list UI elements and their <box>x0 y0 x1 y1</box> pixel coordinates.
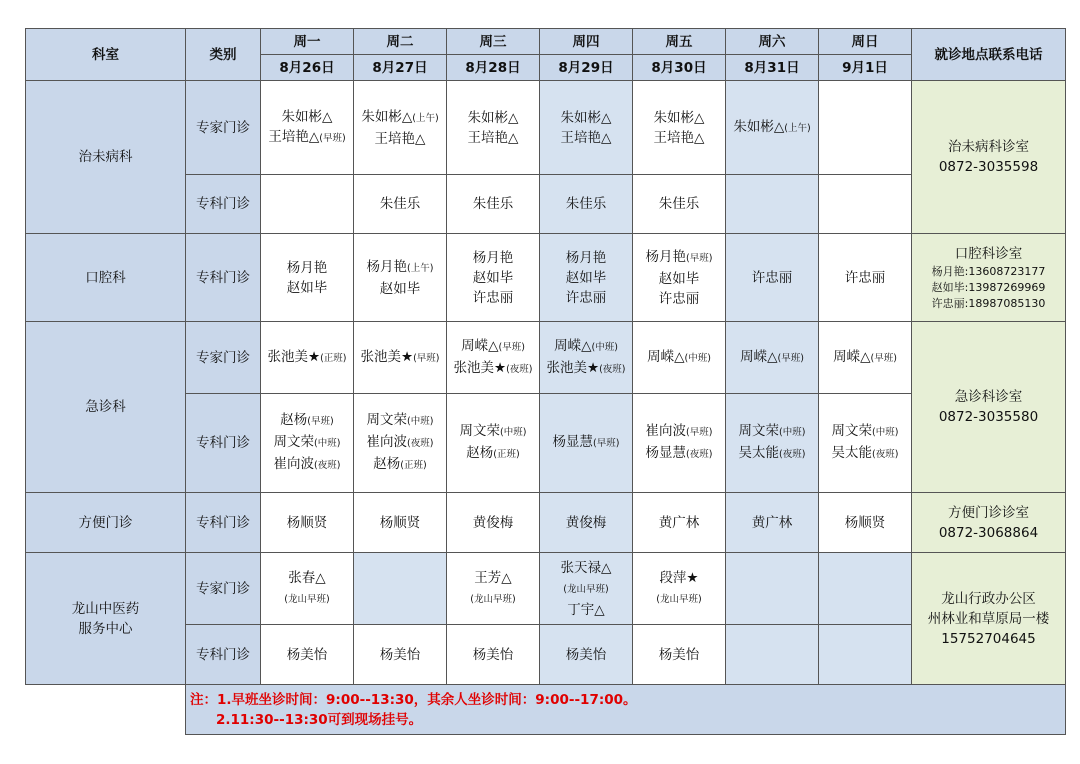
shift-tag: (中班) <box>591 341 618 353</box>
category-cell: 专家门诊 <box>186 322 261 394</box>
doctor-line <box>726 268 818 288</box>
doctor-line <box>261 432 353 454</box>
doctor-name: 杨月艳 <box>366 258 408 275</box>
doctor-line <box>261 568 353 588</box>
header-date-3: 8月28日 <box>447 55 540 81</box>
doctor-name: 许忠丽 <box>751 269 793 286</box>
shift-tag: (龙山早班) <box>284 593 330 605</box>
doctor-line <box>354 129 446 149</box>
doctor-name: 赵如毕 <box>379 280 421 297</box>
doctor-name: 张池美★ <box>453 359 507 376</box>
doctor-line <box>447 568 539 588</box>
doctor-name: 朱如彬△ <box>281 108 333 125</box>
doctor-line <box>633 108 725 128</box>
contact-cell <box>912 553 1066 685</box>
doctor-line <box>354 107 446 129</box>
schedule-cell <box>726 175 819 234</box>
contact-location: 方便门诊诊室 <box>948 504 1029 521</box>
schedule-cell <box>540 553 633 625</box>
schedule-cell <box>354 394 447 493</box>
doctor-line <box>633 421 725 443</box>
header-date-7: 9月1日 <box>819 55 912 81</box>
header-date-2: 8月27日 <box>354 55 447 81</box>
doctor-name: 张池美★ <box>360 348 414 365</box>
doctor-name: 杨月艳 <box>565 249 607 266</box>
dept-jizhen: 急诊科 <box>26 322 186 493</box>
doctor-name: 崔向波 <box>645 423 687 439</box>
doctor-name: 吴太能 <box>831 445 873 461</box>
doctor-name: 朱如彬△ <box>733 118 785 135</box>
doctor-name: 周文荣 <box>459 423 501 439</box>
contact-location: 急诊科诊室 <box>954 389 1023 405</box>
doctor-name: 朱如彬△ <box>653 109 705 126</box>
doctor-name: 杨显慧 <box>645 445 687 461</box>
doctor-line <box>261 278 353 298</box>
doctor-name: 许忠丽 <box>565 289 607 306</box>
header-date-5: 8月30日 <box>633 55 726 81</box>
schedule-cell <box>819 322 912 394</box>
doctor-line <box>540 268 632 288</box>
schedule-cell: 杨顺贤 <box>261 493 354 553</box>
shift-tag: (中班) <box>500 427 527 438</box>
category-cell: 专科门诊 <box>186 625 261 685</box>
doctor-name: 周文荣 <box>831 423 873 439</box>
doctor-line <box>633 347 725 369</box>
shift-tag: (正班) <box>320 352 347 364</box>
doctor-line <box>819 268 911 288</box>
shift-tag: (夜班) <box>314 460 341 471</box>
doctor-name: 朱如彬△ <box>560 109 612 126</box>
contact-location: 州林业和草原局一楼 <box>927 610 1050 627</box>
contact-cell <box>912 493 1066 553</box>
doctor-name: 杨月艳 <box>645 248 687 265</box>
category-cell: 专家门诊 <box>186 81 261 175</box>
shift-tag: (龙山早班) <box>656 593 702 605</box>
doctor-name: 杨月艳 <box>472 249 514 266</box>
schedule-cell: 黄俊梅 <box>540 493 633 553</box>
doctor-name: 丁宇△ <box>567 601 605 618</box>
contact-phone: 0872-3035598 <box>938 159 1039 175</box>
shift-tag: (龙山早班) <box>470 593 516 605</box>
doctor-name: 杨月艳 <box>286 259 328 276</box>
schedule-cell <box>726 394 819 493</box>
doctor-name: 杨显慧 <box>552 434 594 450</box>
doctor-name: 赵如毕 <box>658 270 700 287</box>
shift-tag: (夜班) <box>506 363 533 375</box>
shift-tag: (早班) <box>593 438 620 449</box>
schedule-cell: 杨美怡 <box>540 625 633 685</box>
schedule-cell: 朱佳乐 <box>354 175 447 234</box>
doctor-name: 周嵘△ <box>554 337 592 354</box>
doctor-name: 张春△ <box>288 569 326 586</box>
doctor-line <box>261 454 353 476</box>
shift-tag: (早班) <box>686 252 713 264</box>
category-cell: 专家门诊 <box>186 553 261 625</box>
doctor-line <box>261 410 353 432</box>
header-week-4: 周四 <box>540 29 633 55</box>
doctor-line <box>447 248 539 268</box>
doctor-line <box>447 443 539 465</box>
doctor-line <box>726 421 818 443</box>
dept-fangbian: 方便门诊 <box>26 493 186 553</box>
schedule-cell <box>633 234 726 322</box>
doctor-line <box>819 347 911 369</box>
doctor-line <box>540 108 632 128</box>
schedule-cell <box>633 553 726 625</box>
doctor-name: 赵杨 <box>373 456 401 472</box>
doctor-line <box>354 257 446 279</box>
blank-cell <box>26 685 186 735</box>
footnote-line-2: 2.11:30--13:30可到现场挂号。 <box>216 711 423 728</box>
doctor-line <box>447 108 539 128</box>
doctor-name: 崔向波 <box>273 456 315 472</box>
doctor-line <box>726 443 818 465</box>
schedule-cell <box>819 175 912 234</box>
doctor-line <box>261 347 353 369</box>
doctor-name: 朱如彬△ <box>361 108 413 125</box>
header-week-7: 周日 <box>819 29 912 55</box>
schedule-cell <box>819 234 912 322</box>
doctor-line <box>354 410 446 432</box>
contact-cell <box>912 234 1066 322</box>
doctor-line <box>540 358 632 380</box>
category-cell: 专科门诊 <box>186 394 261 493</box>
schedule-cell <box>447 553 540 625</box>
schedule-cell: 朱佳乐 <box>447 175 540 234</box>
doctor-name: 赵杨 <box>280 412 308 428</box>
doctor-line <box>540 336 632 358</box>
schedule-cell <box>261 234 354 322</box>
schedule-cell <box>261 81 354 175</box>
contact-location: 口腔科诊室 <box>954 245 1023 262</box>
schedule-cell: 杨顺贤 <box>819 493 912 553</box>
doctor-name: 许忠丽 <box>472 289 514 306</box>
doctor-name: 许忠丽 <box>844 269 886 286</box>
doctor-line <box>633 568 725 588</box>
schedule-cell <box>447 234 540 322</box>
doctor-line <box>540 558 632 578</box>
schedule-cell <box>726 625 819 685</box>
footnote-line-1: 注：1.早班坐诊时间：9:00--13:30，其余人坐诊时间：9:00--17:00。 <box>190 691 637 708</box>
doctor-name: 崔向波 <box>366 434 408 450</box>
doctor-line <box>447 588 539 610</box>
doctor-name: 张池美★ <box>546 359 600 376</box>
schedule-cell <box>447 394 540 493</box>
doctor-name: 周嵘△ <box>461 337 499 354</box>
schedule-cell <box>261 175 354 234</box>
shift-tag: (早班) <box>686 427 713 438</box>
doctor-line <box>447 358 539 380</box>
schedule-table <box>25 28 1066 735</box>
schedule-cell <box>540 394 633 493</box>
doctor-name: 许忠丽 <box>658 290 700 307</box>
schedule-cell <box>633 394 726 493</box>
doctor-name: 朱如彬△ <box>467 109 519 126</box>
shift-tag: (上午) <box>784 122 811 134</box>
contact-location: 治未病科诊室 <box>948 139 1029 155</box>
doctor-line <box>261 258 353 278</box>
schedule-cell <box>819 394 912 493</box>
header-date-6: 8月31日 <box>726 55 819 81</box>
doctor-line <box>540 248 632 268</box>
header-week-2: 周二 <box>354 29 447 55</box>
doctor-line <box>819 421 911 443</box>
contact-phone: 0872-3035580 <box>938 409 1039 425</box>
doctor-name: 王芳△ <box>474 569 512 586</box>
shift-tag: (中班) <box>314 438 341 449</box>
doctor-line <box>447 288 539 308</box>
schedule-cell <box>354 234 447 322</box>
footnote <box>186 685 1066 735</box>
doctor-name: 吴太能 <box>738 445 780 461</box>
header-date-1: 8月26日 <box>261 55 354 81</box>
schedule-cell <box>726 81 819 175</box>
doctor-line <box>633 289 725 309</box>
schedule-cell <box>354 81 447 175</box>
contact-location: 龙山行政办公区 <box>941 590 1036 607</box>
doctor-name: 王培艳△ <box>268 128 320 145</box>
shift-tag: (早班) <box>319 132 346 144</box>
schedule-cell <box>261 553 354 625</box>
doctor-line <box>261 107 353 127</box>
contact-cell <box>912 81 1066 234</box>
doctor-line <box>726 347 818 369</box>
doctor-line <box>447 336 539 358</box>
header-contact: 就诊地点联系电话 <box>912 29 1066 81</box>
doctor-line <box>633 443 725 465</box>
schedule-cell: 朱佳乐 <box>633 175 726 234</box>
schedule-cell: 杨美怡 <box>633 625 726 685</box>
schedule-cell <box>633 81 726 175</box>
shift-tag: (中班) <box>684 352 711 364</box>
doctor-name: 王培艳△ <box>467 129 519 146</box>
shift-tag: (早班) <box>413 352 440 364</box>
schedule-cell <box>540 322 633 394</box>
schedule-cell: 杨美怡 <box>354 625 447 685</box>
header-week-6: 周六 <box>726 29 819 55</box>
doctor-line <box>354 347 446 369</box>
shift-tag: (龙山早班) <box>563 583 609 595</box>
doctor-name: 周文荣 <box>366 412 408 428</box>
schedule-cell <box>354 553 447 625</box>
doctor-line <box>633 247 725 269</box>
schedule-cell <box>540 234 633 322</box>
contact-cell <box>912 322 1066 493</box>
schedule-cell: 黄广林 <box>633 493 726 553</box>
schedule-cell <box>447 81 540 175</box>
shift-tag: (夜班) <box>779 449 806 460</box>
doctor-name: 周文荣 <box>738 423 780 439</box>
doctor-line <box>261 588 353 610</box>
doctor-name: 张天禄△ <box>560 559 612 576</box>
doctor-name: 赵如毕 <box>565 269 607 286</box>
doctor-line <box>819 443 911 465</box>
shift-tag: (早班) <box>307 416 334 427</box>
contact-phone: 杨月艳:13608723177 <box>931 264 1046 278</box>
doctor-line <box>540 128 632 148</box>
doctor-line <box>261 127 353 149</box>
doctor-line <box>540 288 632 308</box>
shift-tag: (上午) <box>412 112 439 124</box>
header-category: 类别 <box>186 29 261 81</box>
doctor-line <box>354 279 446 299</box>
doctor-name: 赵杨 <box>466 445 494 461</box>
doctor-name: 赵如毕 <box>286 279 328 296</box>
doctor-name: 王培艳△ <box>374 130 426 147</box>
schedule-cell: 黄俊梅 <box>447 493 540 553</box>
schedule-cell <box>819 625 912 685</box>
schedule-cell <box>540 81 633 175</box>
schedule-cell: 杨美怡 <box>447 625 540 685</box>
dept-kouqiang: 口腔科 <box>26 234 186 322</box>
shift-tag: (中班) <box>779 427 806 438</box>
header-dept: 科室 <box>26 29 186 81</box>
shift-tag: (夜班) <box>872 449 899 460</box>
doctor-name: 王培艳△ <box>560 129 612 146</box>
doctor-name: 赵如毕 <box>472 269 514 286</box>
doctor-line <box>447 128 539 148</box>
doctor-line <box>540 432 632 454</box>
category-cell: 专科门诊 <box>186 493 261 553</box>
dept-name-line: 服务中心 <box>78 620 133 637</box>
shift-tag: (夜班) <box>407 438 434 449</box>
shift-tag: (夜班) <box>599 363 626 375</box>
schedule-cell: 朱佳乐 <box>540 175 633 234</box>
schedule-cell <box>726 553 819 625</box>
shift-tag: (上午) <box>407 262 434 274</box>
doctor-name: 段萍★ <box>659 569 699 586</box>
dept-zhiweibing: 治未病科 <box>26 81 186 234</box>
schedule-cell: 黄广林 <box>726 493 819 553</box>
doctor-line <box>540 578 632 600</box>
schedule-cell <box>726 322 819 394</box>
shift-tag: (早班) <box>498 341 525 353</box>
shift-tag: (正班) <box>493 449 520 460</box>
header-week-5: 周五 <box>633 29 726 55</box>
header-week-1: 周一 <box>261 29 354 55</box>
doctor-line <box>540 600 632 620</box>
header-date-4: 8月29日 <box>540 55 633 81</box>
doctor-line <box>726 117 818 139</box>
schedule-cell <box>447 322 540 394</box>
shift-tag: (中班) <box>407 416 434 427</box>
doctor-line <box>354 432 446 454</box>
doctor-name: 周文荣 <box>273 434 315 450</box>
doctor-line <box>633 269 725 289</box>
doctor-line <box>633 128 725 148</box>
schedule-cell <box>726 234 819 322</box>
doctor-line <box>447 421 539 443</box>
doctor-line <box>447 268 539 288</box>
contact-phone: 赵如毕:13987269969 <box>931 280 1046 294</box>
doctor-name: 周嵘△ <box>833 348 871 365</box>
shift-tag: (中班) <box>872 427 899 438</box>
doctor-name: 周嵘△ <box>740 348 778 365</box>
doctor-line <box>354 454 446 476</box>
contact-phone: 15752704645 <box>941 630 1036 647</box>
shift-tag: (夜班) <box>686 449 713 460</box>
doctor-name: 张池美★ <box>267 348 321 365</box>
schedule-cell <box>261 394 354 493</box>
schedule-cell <box>819 81 912 175</box>
schedule-cell: 杨顺贤 <box>354 493 447 553</box>
shift-tag: (正班) <box>400 460 427 471</box>
contact-phone: 0872-3068864 <box>938 524 1039 541</box>
doctor-name: 周嵘△ <box>647 348 685 365</box>
schedule-cell <box>819 553 912 625</box>
shift-tag: (早班) <box>870 352 897 364</box>
category-cell: 专科门诊 <box>186 175 261 234</box>
schedule-cell <box>633 322 726 394</box>
dept-name-line: 龙山中医药 <box>71 600 140 617</box>
contact-phone: 许忠丽:18987085130 <box>931 296 1046 310</box>
doctor-line <box>633 588 725 610</box>
schedule-cell: 杨美怡 <box>261 625 354 685</box>
dept-longshan <box>26 553 186 685</box>
schedule-cell <box>261 322 354 394</box>
category-cell: 专科门诊 <box>186 234 261 322</box>
header-week-3: 周三 <box>447 29 540 55</box>
schedule-cell <box>354 322 447 394</box>
doctor-name: 王培艳△ <box>653 129 705 146</box>
shift-tag: (早班) <box>777 352 804 364</box>
